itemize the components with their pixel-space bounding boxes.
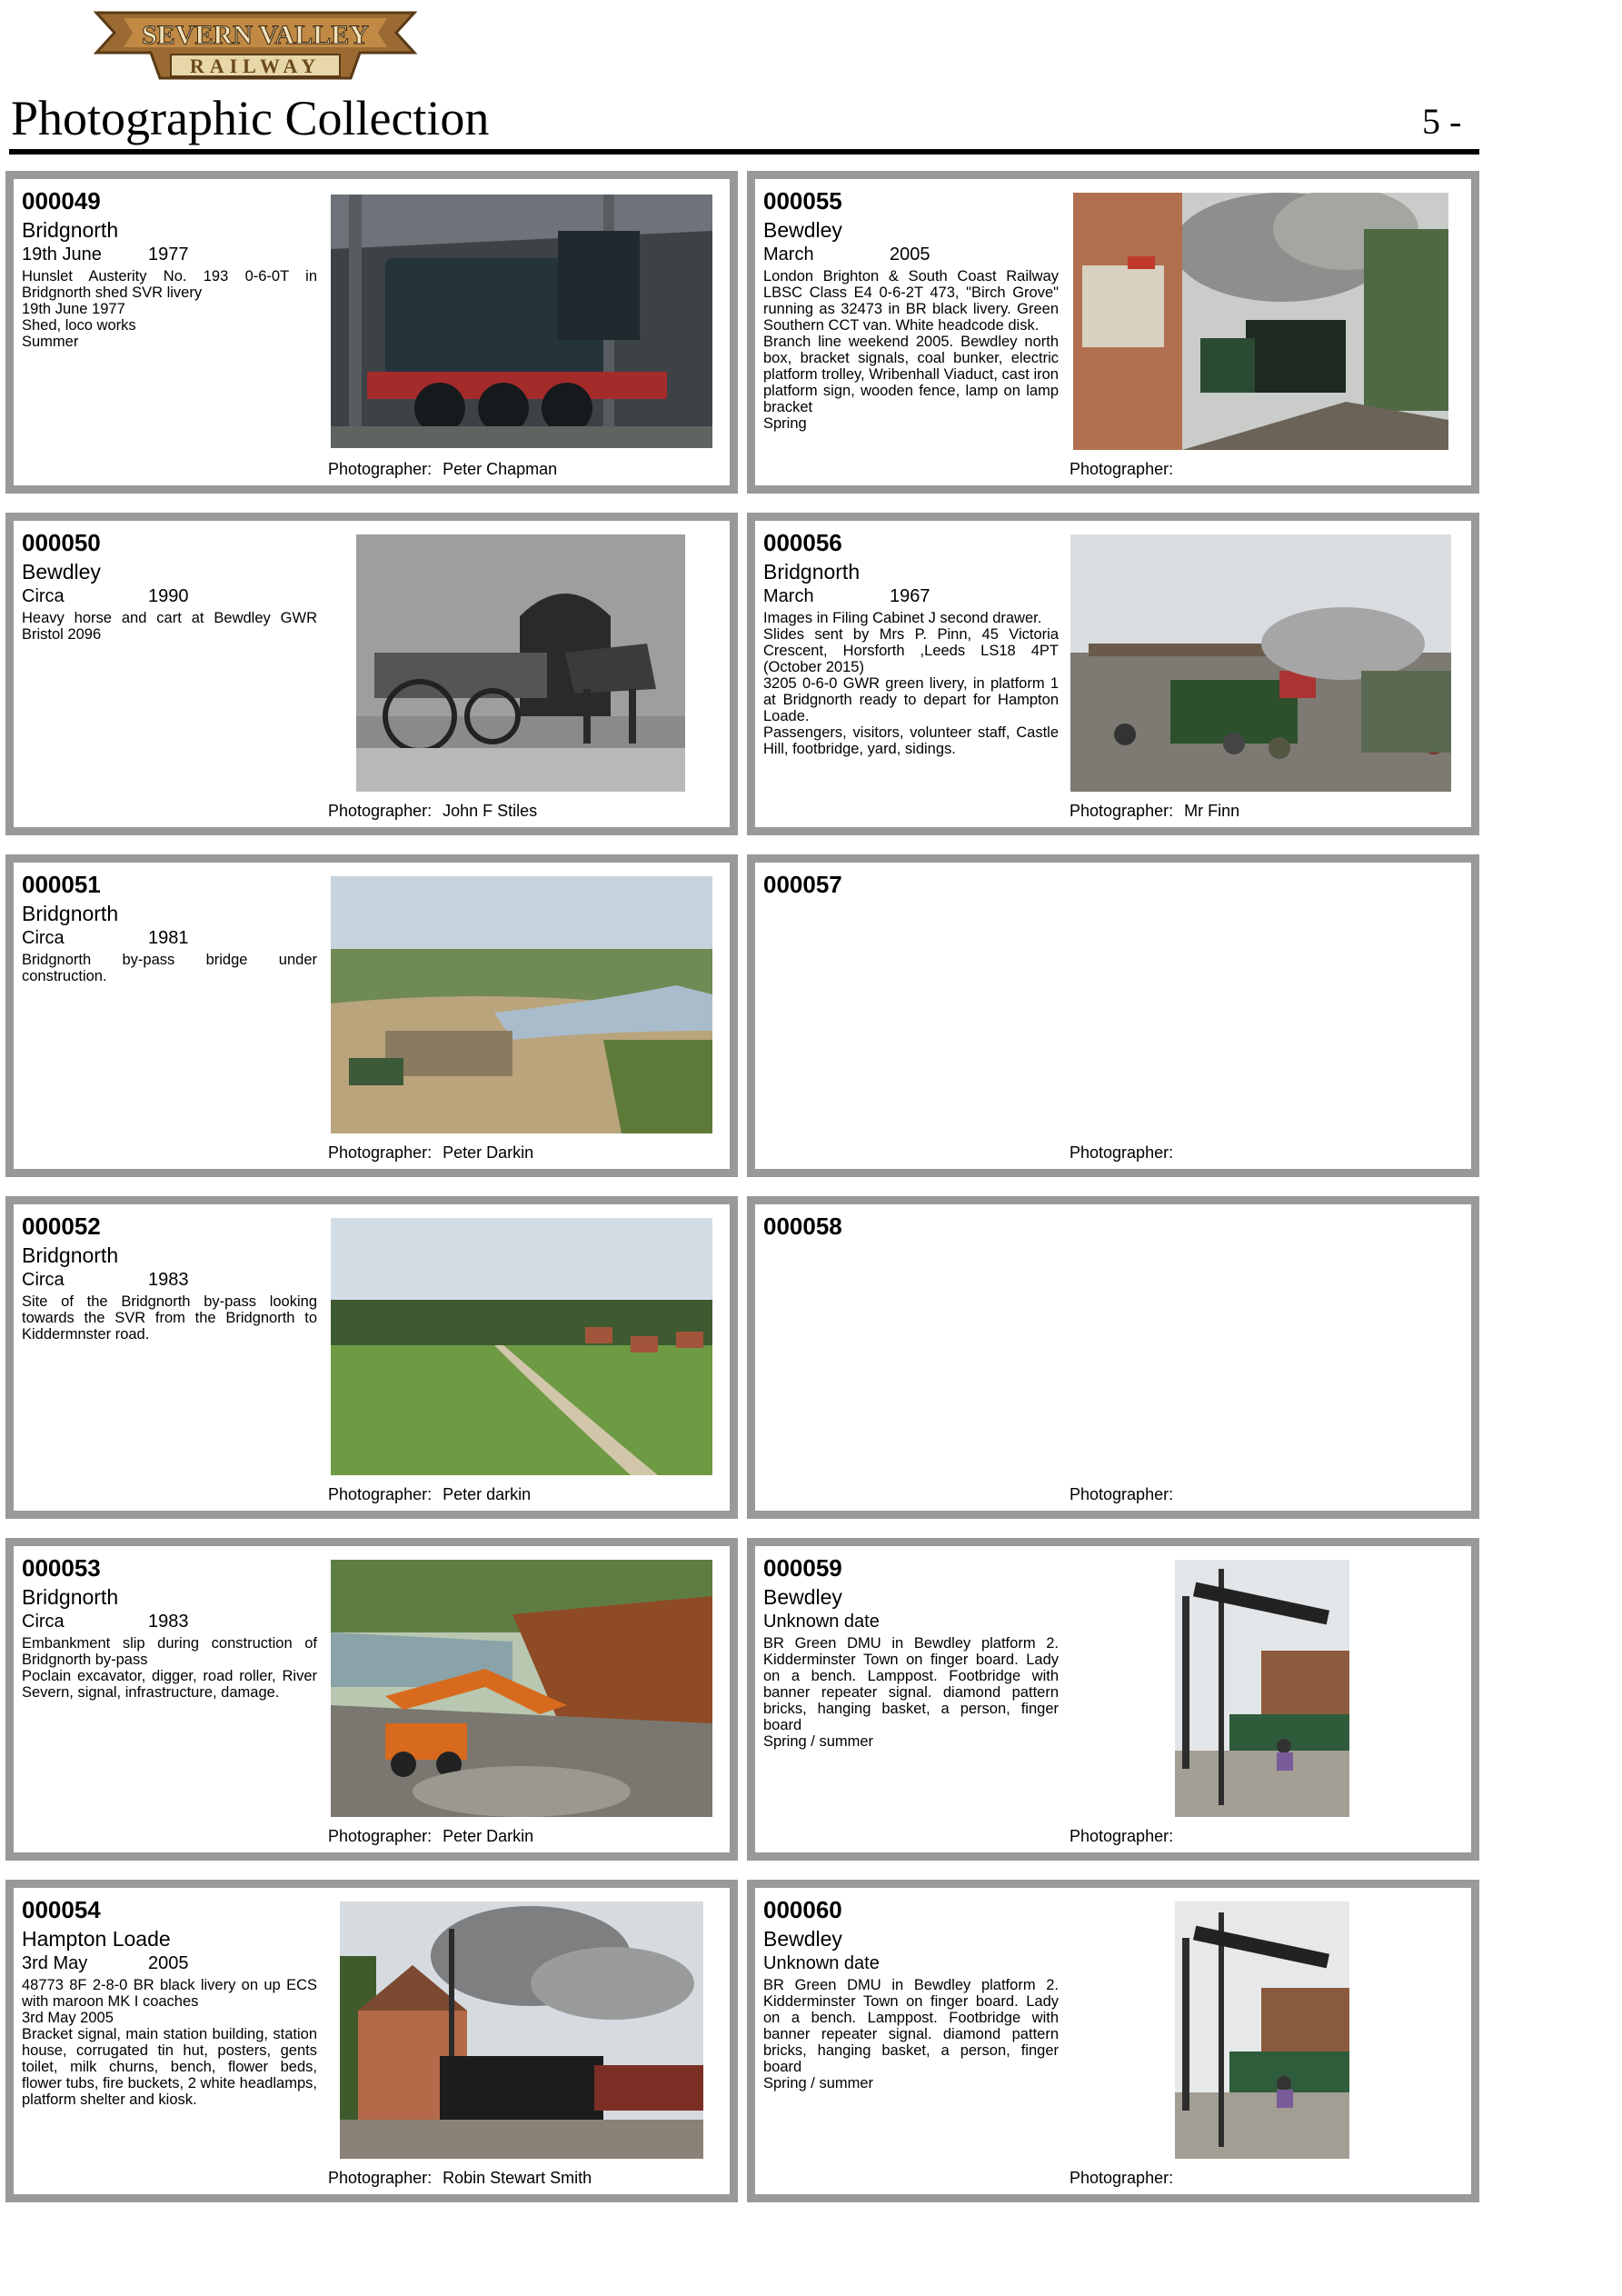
photographer-name: John F Stiles — [443, 802, 538, 820]
photographer-label: Photographer: — [328, 802, 433, 820]
photographer-line — [1070, 1826, 1184, 1846]
photo[interactable] — [331, 1560, 712, 1817]
description: BR Green DMU in Bewdley platform 2. Kidderminster Town on finger board. Lady on a bench. Lamppost. Footbridge with banner repeater signal. diamond pattern bricks, hanging basket, a person, finger board Spring / summer — [763, 1977, 1059, 2091]
year: 1983 — [148, 1612, 189, 1632]
photo[interactable] — [356, 534, 685, 792]
catalogue-number: 000050 — [22, 529, 101, 556]
location: Bewdley — [763, 218, 842, 242]
catalogue-number: 000057 — [763, 871, 842, 898]
photographer-line — [1070, 2168, 1184, 2188]
location: Bewdley — [22, 560, 101, 584]
catalogue-card — [747, 1880, 1479, 2202]
photographer-label: Photographer: — [328, 2169, 433, 2187]
catalogue-number: 000052 — [22, 1213, 101, 1240]
date: Circa — [22, 1612, 65, 1632]
photographer-line — [328, 459, 557, 479]
year: 2005 — [890, 245, 930, 265]
location: Bridgnorth — [22, 1243, 119, 1267]
catalogue-card — [747, 854, 1479, 1177]
date: Circa — [22, 586, 65, 606]
description: Hunslet Austerity No. 193 0-6-0T in Bridgnorth shed SVR livery 19th June 1977 Shed, loco works Summer — [22, 268, 317, 350]
catalogue-number: 000058 — [763, 1213, 842, 1240]
description: Embankment slip during construction of Bridgnorth by-pass Poclain excavator, digger, road roller, River Severn, signal, infrastructure, damage. — [22, 1635, 317, 1701]
year: 2005 — [148, 1953, 189, 1973]
location: Hampton Loade — [22, 1927, 171, 1951]
date: 19th June — [22, 245, 102, 265]
location: Bewdley — [763, 1585, 842, 1609]
photographer-line — [328, 1143, 533, 1163]
location: Bridgnorth — [22, 218, 119, 242]
catalogue-card — [5, 1538, 738, 1861]
photographer-label: Photographer: — [328, 460, 433, 478]
catalogue-card — [747, 1538, 1479, 1861]
photographer-label: Photographer: — [1070, 1485, 1174, 1503]
catalogue-card — [5, 854, 738, 1177]
catalogue-card — [5, 1880, 738, 2202]
catalogue-number: 000051 — [22, 871, 101, 898]
photographer-line — [1070, 801, 1239, 821]
photo[interactable] — [331, 876, 712, 1133]
description: Site of the Bridgnorth by-pass looking towards the SVR from the Bridgnorth to Kiddermnster road. — [22, 1293, 317, 1343]
year: 1983 — [148, 1270, 189, 1290]
logo-bottom-text: RAILWAY — [189, 55, 322, 77]
year: 1990 — [148, 586, 189, 606]
catalogue-number: 000060 — [763, 1896, 842, 1923]
date: Circa — [22, 1270, 65, 1290]
catalogue-number: 000059 — [763, 1554, 842, 1582]
header-rule — [9, 149, 1479, 155]
year: 1977 — [148, 245, 189, 265]
catalogue-number: 000049 — [22, 187, 101, 215]
date: Unknown date — [763, 1953, 880, 1973]
photographer-name: Robin Stewart Smith — [443, 2169, 592, 2187]
photo[interactable] — [1175, 1902, 1349, 2159]
catalogue-card — [5, 513, 738, 835]
photographer-label: Photographer: — [1070, 2169, 1174, 2187]
description: 48773 8F 2-8-0 BR black livery on up ECS with maroon MK I coaches 3rd May 2005 Bracket signal, main station building, station house, corrugated tin hut, posters, gents toilet, milk churns, bench, flower beds, flower tubs, fire buckets, 2 white headlamps, platform shelter and kiosk. — [22, 1977, 317, 2108]
catalogue-number: 000054 — [22, 1896, 101, 1923]
description: Heavy horse and cart at Bewdley GWR Bristol 2096 — [22, 610, 317, 643]
location: Bridgnorth — [22, 902, 119, 925]
date: Circa — [22, 928, 65, 948]
catalogue-number: 000056 — [763, 529, 842, 556]
photographer-label: Photographer: — [1070, 802, 1174, 820]
description: London Brighton & South Coast Railway LBSC Class E4 0-6-2T 473, "Birch Grove" running as 32473 in BR black livery. Green Southern CCT van. White headcode disk. Branch line weekend 2005. Bewdley north box, bracket signals, coal bunker, electric platform trolley, Wribenhall Viaduct, cast iron platform sign, wooden fence, lamp on lamp bracket Spring — [763, 268, 1059, 432]
photographer-line — [328, 2168, 592, 2188]
location: Bridgnorth — [763, 560, 861, 584]
year: 1967 — [890, 586, 930, 606]
photographer-label: Photographer: — [328, 1485, 433, 1503]
photo[interactable] — [1175, 1560, 1349, 1817]
description: BR Green DMU in Bewdley platform 2. Kidderminster Town on finger board. Lady on a bench. Lamppost. Footbridge with banner repeater signal. diamond pattern bricks, hanging basket, a person, finger board Spring / summer — [763, 1635, 1059, 1750]
description: Images in Filing Cabinet J second drawer. Slides sent by Mrs P. Pinn, 45 Victoria Crescent, Horsforth ,Leeds LS18 4PT (October 2015) 3205 0-6-0 GWR green livery, in platform 1 at Bridgnorth ready to depart for Hampton Loade. Passengers, visitors, volunteer staff, Castle Hill, footbridge, yard, sidings. — [763, 610, 1059, 757]
photographer-name: Mr Finn — [1184, 802, 1240, 820]
photographer-line — [1070, 459, 1184, 479]
location: Bridgnorth — [22, 1585, 119, 1609]
date: March — [763, 245, 814, 265]
photographer-label: Photographer: — [1070, 1827, 1174, 1845]
photographer-name: Peter Chapman — [443, 460, 558, 478]
page-number: 5 - — [1422, 101, 1462, 142]
photographer-line — [328, 1484, 531, 1504]
catalogue-card — [747, 1196, 1479, 1519]
photo[interactable] — [1070, 534, 1451, 792]
catalogue-card — [747, 171, 1479, 494]
catalogue-number: 000055 — [763, 187, 842, 215]
photographer-line — [1070, 1143, 1184, 1163]
photo[interactable] — [331, 195, 712, 448]
date: Unknown date — [763, 1612, 880, 1632]
location: Bewdley — [763, 1927, 842, 1951]
logo-top-text: SEVERN VALLEY — [142, 20, 369, 50]
photographer-name: Peter darkin — [443, 1485, 532, 1503]
photo[interactable] — [331, 1218, 712, 1475]
photographer-label: Photographer: — [1070, 1143, 1174, 1162]
photo[interactable] — [1073, 193, 1448, 450]
photographer-line — [328, 801, 537, 821]
photographer-line — [1070, 1484, 1184, 1504]
photographer-name: Peter Darkin — [443, 1143, 534, 1162]
year: 1981 — [148, 928, 189, 948]
photo[interactable] — [340, 1902, 703, 2159]
date: March — [763, 586, 814, 606]
photographer-label: Photographer: — [328, 1827, 433, 1845]
catalogue-card — [5, 171, 738, 494]
photographer-label: Photographer: — [328, 1143, 433, 1162]
photographer-line — [328, 1826, 533, 1846]
date: 3rd May — [22, 1953, 88, 1973]
photographer-label: Photographer: — [1070, 460, 1174, 478]
page-title: Photographic Collection — [11, 91, 490, 145]
catalogue-card — [747, 513, 1479, 835]
catalogue-number: 000053 — [22, 1554, 101, 1582]
catalogue-card — [5, 1196, 738, 1519]
description: Bridgnorth by-pass bridge under construction. — [22, 952, 317, 984]
svr-logo — [87, 5, 423, 87]
photographer-name: Peter Darkin — [443, 1827, 534, 1845]
